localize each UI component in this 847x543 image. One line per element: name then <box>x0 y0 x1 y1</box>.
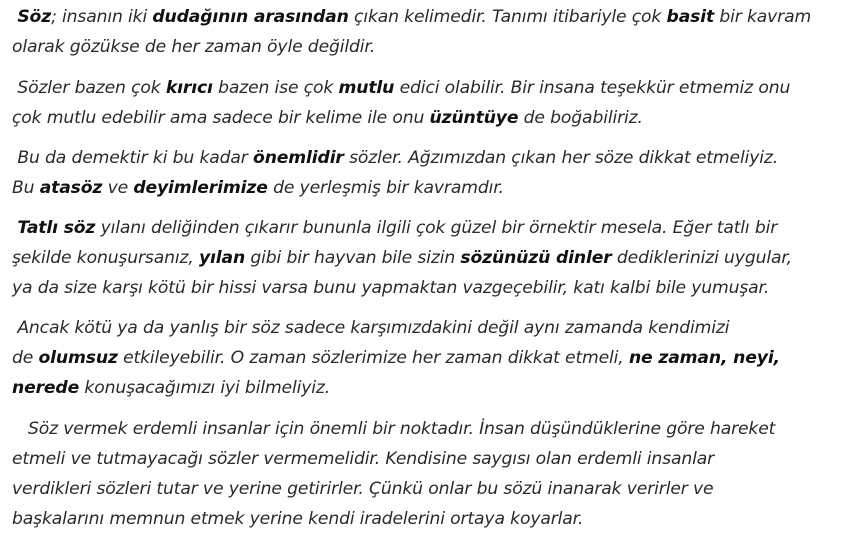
text-segment: Söz vermek erdemli insanlar için önemli bir noktadır. İnsan düşündüklerine göre hareket <box>12 419 776 439</box>
text-line <box>12 73 839 103</box>
text-segment: de <box>12 348 39 368</box>
text-segment: başkalarını memnun etmek yerine kendi iradelerini ortaya koyarlar. <box>12 509 584 529</box>
text-line <box>12 313 839 343</box>
text-segment: yılanı deliğinden çıkarır bununla ilgili çok güzel bir örnektir mesela. Eğer tatlı bir <box>95 218 778 238</box>
text-line <box>12 474 839 504</box>
text-line <box>12 2 839 32</box>
text-segment: ya da size karşı kötü bir hissi varsa bunu yapmaktan vazgeçebilir, katı kalbi bile yumuşar. <box>12 278 770 298</box>
text-segment: şekilde konuşursanız, <box>12 248 199 268</box>
text-line <box>12 444 839 474</box>
bold-phrase: nerede <box>12 378 80 398</box>
text-segment: verdikleri sözleri tutar ve yerine getirirler. Çünkü onlar bu sözü inanarak verirler ve <box>12 479 714 499</box>
text-segment: Bu da demektir ki bu kadar <box>12 148 254 168</box>
text-line <box>12 343 839 373</box>
text-segment: bazen ise çok <box>212 78 339 98</box>
text-line <box>12 103 839 133</box>
text-segment: ; insanın iki <box>51 7 153 27</box>
text-line <box>12 273 839 303</box>
text-segment: etkileyebilir. O zaman sözlerimize her zaman dikkat etmeli, <box>117 348 629 368</box>
text-line <box>12 213 839 243</box>
paragraph-3 <box>12 143 839 203</box>
text-line <box>12 504 839 534</box>
text-segment: etmeli ve tutmayacağı sözler vermemelidir. Kendisine saygısı olan erdemli insanlar <box>12 449 714 469</box>
text-segment: çok mutlu edebilir ama sadece bir kelime ile onu <box>12 108 430 128</box>
text-segment: sözler. Ağzımızdan çıkan her söze dikkat etmeliyiz. <box>343 148 779 168</box>
paragraph-1 <box>12 2 839 62</box>
paragraph-2 <box>12 73 839 133</box>
text-segment: edici olabilir. Bir insana teşekkür etmemiz onu <box>394 78 791 98</box>
bold-phrase: olumsuz <box>38 348 118 368</box>
paragraph-5 <box>12 313 839 403</box>
text-segment: ve <box>102 178 134 198</box>
bold-phrase: deyimlerimize <box>133 178 268 198</box>
bold-phrase: sözünüzü dinler <box>460 248 612 268</box>
text-line <box>12 414 839 444</box>
text-segment: de yerleşmiş bir kavramdır. <box>267 178 504 198</box>
bold-phrase: Söz <box>17 7 52 27</box>
paragraph-4 <box>12 213 839 303</box>
bold-phrase: Tatlı söz <box>17 218 96 238</box>
bold-phrase: kırıcı <box>165 78 213 98</box>
text-line <box>12 243 839 273</box>
text-line <box>12 173 839 203</box>
text-segment: bir kavram <box>714 7 812 27</box>
text-segment: Sözler bazen çok <box>12 78 166 98</box>
text-segment: dediklerinizi uygular, <box>611 248 792 268</box>
bold-phrase: dudağının arasından <box>152 7 349 27</box>
bold-phrase: basit <box>666 7 715 27</box>
bold-phrase: üzüntüye <box>429 108 519 128</box>
text-segment: Ancak kötü ya da yanlış bir söz sadece karşımızdakini değil aynı zamanda kendimizi <box>12 318 730 338</box>
text-segment: gibi bir hayvan bile sizin <box>245 248 461 268</box>
bold-phrase: önemlidir <box>253 148 344 168</box>
text-line <box>12 32 839 62</box>
bold-phrase: atasöz <box>39 178 103 198</box>
bold-phrase: ne zaman, neyi, <box>628 348 780 368</box>
bold-phrase: mutlu <box>338 78 395 98</box>
text-segment: çıkan kelimedir. Tanımı itibariyle çok <box>348 7 667 27</box>
text-segment: olarak gözükse de her zaman öyle değildir. <box>12 37 376 57</box>
text-segment: de boğabiliriz. <box>518 108 643 128</box>
paragraph-6 <box>12 414 839 534</box>
text-line <box>12 373 839 403</box>
text-segment: konuşacağımızı iyi bilmeliyiz. <box>79 378 331 398</box>
bold-phrase: yılan <box>198 248 246 268</box>
text-line <box>12 143 839 173</box>
text-segment: Bu <box>12 178 40 198</box>
